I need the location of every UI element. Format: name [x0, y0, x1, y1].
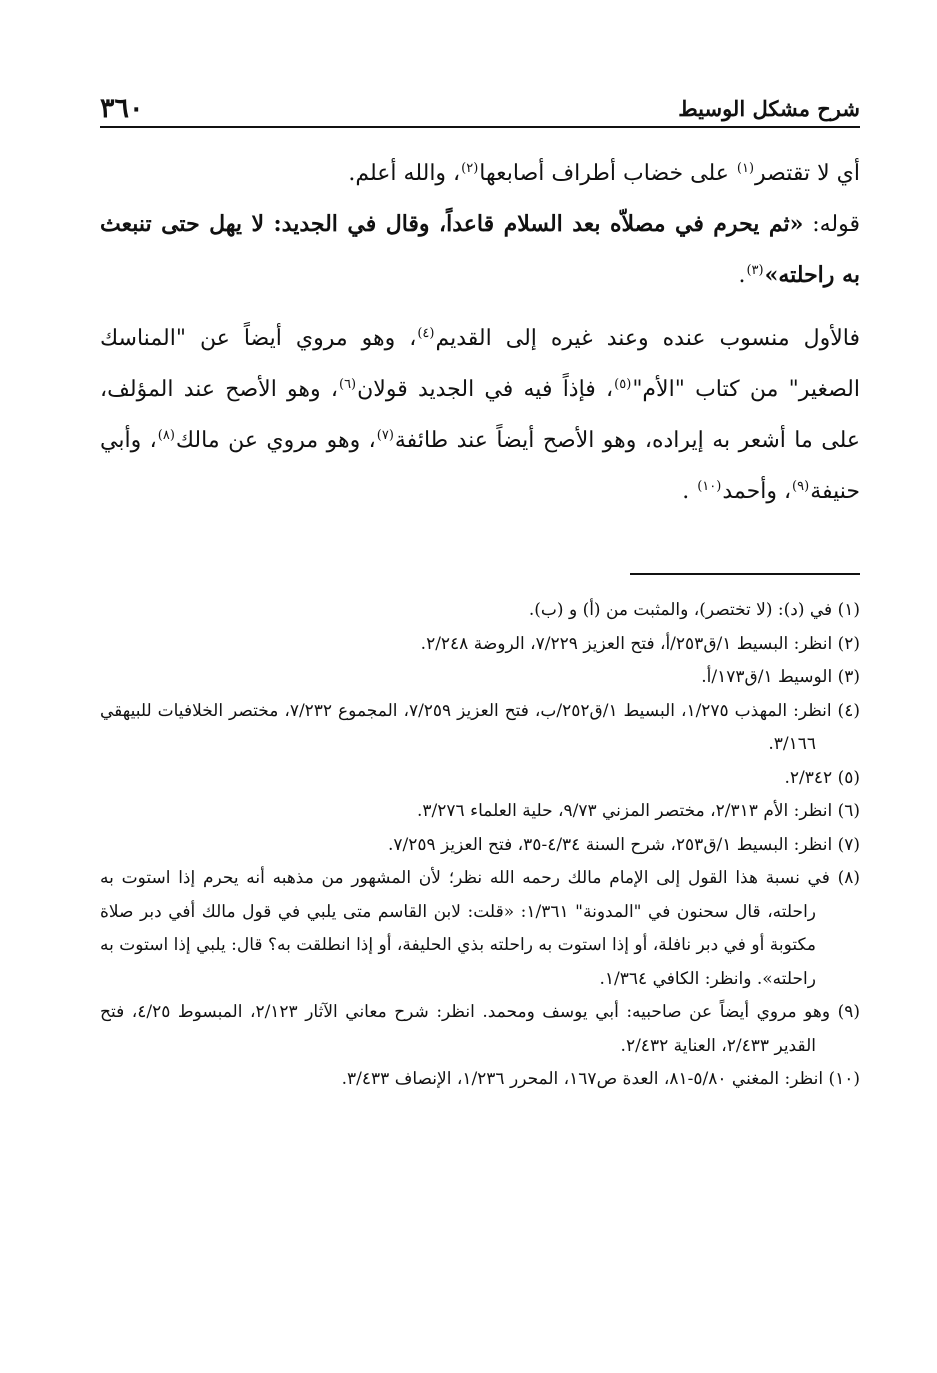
footnote-ref-3[interactable]: (٣) — [746, 262, 764, 278]
footnote-ref-8[interactable]: (٨) — [157, 427, 175, 443]
footnote-ref-10[interactable]: (١٠) — [697, 478, 722, 494]
page-header — [100, 86, 860, 124]
footnote-ref-9[interactable]: (٩) — [792, 478, 810, 494]
footnote-ref-2[interactable]: (٢) — [461, 160, 479, 176]
quoted-text: «ثم يحرم في مصلاّه بعد السلام قاعداً، وقال في الجديد: لا يهل حتى تنبعث به راحلته» — [100, 211, 860, 288]
footnote-separator — [630, 573, 860, 575]
footnote-ref-5[interactable]: (٥) — [614, 376, 632, 392]
footnote-4: (٤) انظر: المهذب ١/٢٧٥، البسيط ١/ق٢٥٢/ب، فتح العزيز ٧/٢٥٩، المجموع ٧/٢٣٢، مختصر الخلافيات للبيهقي ٣/١٦٦. — [100, 700, 860, 754]
page-number: ٣٦٠ — [100, 93, 144, 124]
footnote-6: (٦) انظر: الأم ٢/٣١٣، مختصر المزني ٩/٧٣، حلية العلماء ٣/٢٧٦. — [417, 801, 860, 821]
main-text — [100, 148, 860, 517]
paragraph-1: أي لا تقتصر$^{(١)}$ على خضاب أطراف أصابعها$^{(٢)}$، والله أعلم. — [348, 160, 860, 186]
footnote-ref-4[interactable]: (٤) — [417, 325, 435, 341]
running-title: شرح مشكل الوسيط — [678, 96, 860, 121]
footnote-ref-7[interactable]: (٧) — [376, 427, 394, 443]
footnote-8: (٨) في نسبة هذا القول إلى الإمام مالك رحمه الله نظر؛ لأن المشهور من مذهبه أنه يحرم إذا استوت به راحلته، قال سحنون في "المدونة" ١/٣٦١: «قلت: لابن القاسم متى يلبي في قول مالك أفي دبر صلاة مكتوبة أو في دبر نافلة، أو إذا استوت به راحلته بذي الحليفة، أو إذا انطلقت به؟ قال: يلبي إذا استوت به راحلته». وانظر: الكافي ١/٣٦٤. — [100, 868, 860, 989]
footnote-5: (٥) ٢/٣٤٢. — [784, 767, 860, 788]
paragraph-2: قوله: «ثم يحرم في مصلاّه بعد السلام قاعداً، وقال في الجديد: لا يهل حتى تنبعث به راحلته»$^{(٣)}$. — [100, 211, 860, 288]
footnote-ref-1[interactable]: (١) — [736, 160, 755, 176]
footnote-1: (١) في (د): (لا تختصر)، والمثبت من (أ) و (ب). — [528, 600, 860, 620]
footnote-9: (٩) وهو مروي أيضاً عن صاحبيه: أبي يوسف ومحمد. انظر: شرح معاني الآثار ٢/١٢٣، المبسوط ٤/٢٥، فتح القدير ٢/٤٣٣، العناية ٢/٤٣٢. — [100, 1002, 861, 1056]
paragraph-3: فالأول منسوب عنده وعند غيره إلى القديم$^{(٤)}$، وهو مروي أيضاً عن "المناسك الصغير" من كتاب "الأم"$^{(٥)}$، فإذاً فيه في الجديد قولان$^{(٦)}$، وهو الأصح عند المؤلف، على ما أشعر به إيراده، وهو الأصح أيضاً عند طائفة$^{(٧)}$، وهو مروي عن مالك$^{(٨)}$، وأبي حنيفة$^{(٩)}$، وأحمد$^{(١٠)}$ . — [100, 325, 861, 504]
footnote-ref-6[interactable]: (٦) — [338, 376, 357, 392]
footnote-3: (٣) الوسيط ١/ق١٧٣/أ. — [701, 667, 860, 687]
footnote-10: (١٠) انظر: المغني ٥/٨٠-٨١، العدة ص١٦٧، المحرر ١/٢٣٦، الإنصاف ٣/٤٣٣. — [341, 1069, 860, 1089]
footnote-2: (٢) انظر: البسيط ١/ق٢٥٣/أ، فتح العزيز ٧/٢٢٩، الروضة ٢/٢٤٨. — [420, 633, 860, 654]
footnote-7: (٧) انظر: البسيط ١/ق٢٥٣، شرح السنة ٤/٣٤-٣٥، فتح العزيز ٧/٢٥٩. — [387, 834, 860, 855]
footnotes — [100, 594, 860, 1097]
header-rule — [100, 126, 860, 128]
